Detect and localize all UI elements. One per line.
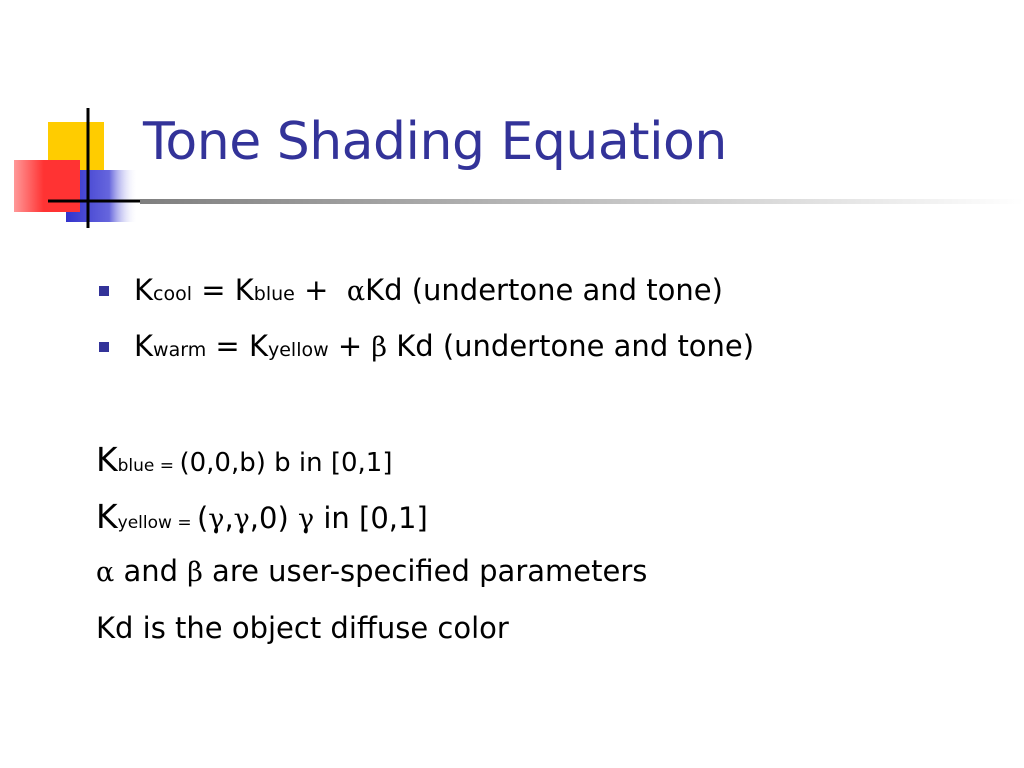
slide-title: Tone Shading Equation [143, 112, 727, 172]
kblue-definition [96, 440, 393, 479]
k-subscript: warm [153, 339, 207, 361]
kd-definition: Kd is the object diffuse color [96, 611, 509, 645]
k-symbol: K [96, 497, 118, 536]
bullet-square-icon [99, 342, 109, 352]
alpha-symbol: α [346, 276, 366, 307]
k-subscript: blue = [117, 456, 180, 476]
red-square [14, 160, 80, 212]
k-subscript: cool [153, 283, 193, 305]
gamma-symbol: γ [298, 504, 315, 535]
gamma-symbol: γ [208, 504, 225, 535]
bullet-text: Kd (undertone and tone) [365, 273, 723, 307]
comma: , [224, 501, 234, 535]
kyellow-range: in [0,1] [314, 501, 428, 535]
bullet-item-kcool [96, 264, 754, 320]
k-symbol: K [234, 273, 254, 307]
bullet-text: Kd (undertone and tone) [387, 329, 755, 363]
k-symbol: K [134, 273, 154, 307]
paren-open: ( [196, 501, 209, 535]
bullet-square-icon [99, 286, 109, 296]
kyellow-definition [96, 497, 428, 536]
beta-symbol: β [187, 557, 203, 588]
equals: = [206, 329, 249, 363]
k-subscript: yellow = [117, 513, 197, 533]
beta-symbol: β [371, 332, 387, 363]
alpha-symbol: α [96, 557, 115, 588]
k-symbol: K [248, 329, 268, 363]
title-underline [140, 199, 1024, 204]
k-subscript: yellow [267, 339, 329, 361]
equals: = [192, 273, 235, 307]
and-text: and [114, 554, 188, 588]
k-subscript: blue [253, 283, 295, 305]
kblue-value: (0,0,b) b in [0,1] [179, 448, 393, 478]
plus: + [328, 329, 372, 363]
parameters-line [96, 554, 647, 588]
parameters-text: are user-specified parameters [202, 554, 648, 588]
bullet-list [96, 264, 754, 376]
kyellow-value: ,0) [249, 501, 298, 535]
k-symbol: K [96, 440, 118, 479]
k-symbol: K [134, 329, 154, 363]
bullet-item-kwarm [96, 320, 754, 376]
plus: + [294, 273, 347, 307]
gamma-symbol: γ [233, 504, 250, 535]
